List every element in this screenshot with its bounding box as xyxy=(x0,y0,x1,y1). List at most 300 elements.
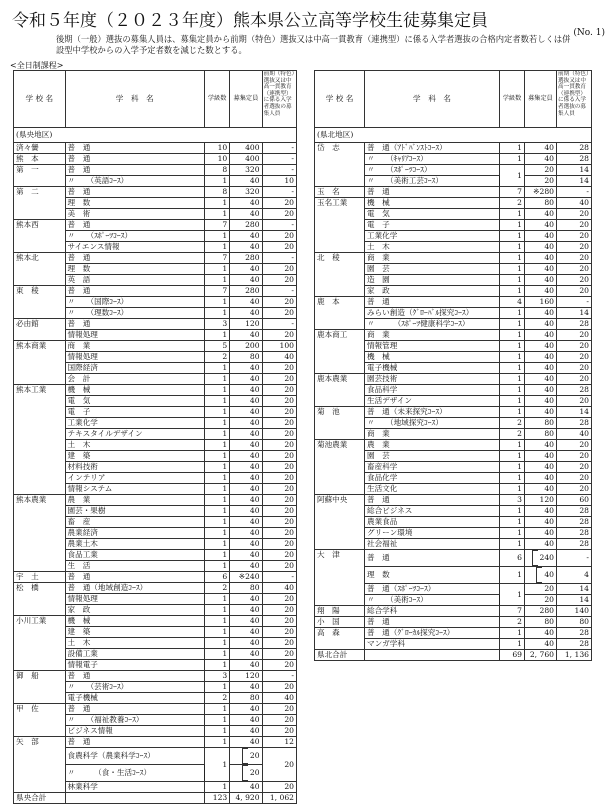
table-row xyxy=(315,297,592,308)
quota-text: 40 xyxy=(544,528,554,538)
quota-text: 40 xyxy=(249,407,260,417)
class-count: 1 xyxy=(500,330,525,341)
quota-text: 80 xyxy=(544,418,554,428)
dept-name: 普 通 xyxy=(65,286,204,297)
school-name: 玉名工業 xyxy=(315,198,365,253)
class-count: 1 xyxy=(205,528,230,539)
right-quota-table xyxy=(314,70,592,661)
quota-text: 40 xyxy=(249,616,260,626)
quota-value xyxy=(230,297,262,308)
early-quota: 20 xyxy=(557,220,592,231)
quota-text: 400 xyxy=(245,154,260,164)
early-quota: 20 xyxy=(262,440,296,451)
dept-name: 〃 （国際ｺｰｽ） xyxy=(65,297,204,308)
quota-value xyxy=(230,143,262,154)
class-count: 1 xyxy=(500,231,525,242)
early-quota: 20 xyxy=(262,473,296,484)
early-quota: 20 xyxy=(262,550,296,561)
early-quota: 40 xyxy=(557,429,592,440)
quota-value xyxy=(525,143,557,154)
quota-value xyxy=(525,528,557,539)
school-name: 必由館 xyxy=(14,319,66,341)
total-blank xyxy=(365,650,500,661)
quota-value xyxy=(230,363,262,374)
quota-text: 280 xyxy=(245,286,260,296)
dept-name: 理 数 xyxy=(365,567,500,584)
quota-text: 80 xyxy=(249,583,260,593)
early-quota: 28 xyxy=(557,506,592,517)
quota-text: 40 xyxy=(249,308,260,318)
dept-name: 普 通（地域創造ｺｰｽ） xyxy=(65,583,204,594)
dept-name: 園芸技術 xyxy=(365,374,500,385)
quota-value xyxy=(525,308,557,319)
quota-value xyxy=(230,330,262,341)
quota-text: 40 xyxy=(544,286,554,296)
early-quota: 20 xyxy=(262,704,296,715)
quota-text: 40 xyxy=(544,462,554,472)
dept-name: 情報システム xyxy=(65,484,204,495)
school-name: 小川工業 xyxy=(14,616,66,671)
dept-name: 食品工業 xyxy=(65,550,204,561)
dept-name: 〃 （ｽﾎﾟｰﾂ健康科学ｺｰｽ） xyxy=(365,319,500,330)
class-count: 7 xyxy=(205,220,230,231)
early-quota: 14 xyxy=(557,308,592,319)
quota-value xyxy=(230,341,262,352)
quota-value xyxy=(525,407,557,418)
class-count: 1 xyxy=(500,528,525,539)
school-name: 鹿本農業 xyxy=(315,374,365,407)
dept-name: 生活文化 xyxy=(365,484,500,495)
early-quota: 20 xyxy=(557,462,592,473)
note-text: 後期（一般）選抜の募集人員は、募集定員から前期（特色）選抜又は中高一貫教育（連携型）に係る入学者選抜の合格内定者数若しくは併設型中学校からの入学予定者数を減じた数とする。 xyxy=(56,34,571,55)
early-quota: 20 xyxy=(262,242,296,253)
quota-text: 40 xyxy=(249,660,260,670)
quota-value xyxy=(230,154,262,165)
dept-name: 〃 （英語ｺｰｽ） xyxy=(65,176,204,187)
quota-value xyxy=(525,286,557,297)
quota-text: 40 xyxy=(544,440,554,450)
quota-text: 400 xyxy=(245,143,260,153)
quota-text: 320 xyxy=(245,165,260,175)
dept-name: 普 通 xyxy=(65,572,204,583)
early-quota: 20 xyxy=(557,209,592,220)
class-count: 1 xyxy=(500,319,525,330)
quota-text: 40 xyxy=(544,231,554,241)
dept-name: 生活デザイン xyxy=(365,396,500,407)
class-count: 7 xyxy=(500,606,525,617)
dept-name: 〃 （芸術ｺｰｽ） xyxy=(65,682,204,693)
table-row xyxy=(14,671,297,682)
quota-text: 20 xyxy=(544,165,554,175)
early-quota: 20 xyxy=(262,561,296,572)
class-count: 1 xyxy=(500,451,525,462)
dept-name: 普 通 xyxy=(65,154,204,165)
class-count: 1 xyxy=(205,550,230,561)
quota-text: 80 xyxy=(544,429,554,439)
quota-value xyxy=(230,737,262,748)
early-quota: 20 xyxy=(557,484,592,495)
dept-name: 家 政 xyxy=(65,605,204,616)
left-quota-table xyxy=(13,70,297,804)
early-quota: - xyxy=(262,572,296,583)
dept-name: 理 数 xyxy=(65,264,204,275)
region-label: (県央地区) xyxy=(14,128,297,143)
quota-value xyxy=(525,639,557,650)
quota-text: 80 xyxy=(544,198,554,208)
early-quota: 28 xyxy=(557,639,592,650)
early-quota: 80 xyxy=(557,617,592,628)
dept-name: 普 通（ｸﾞﾛｰｶﾙ探究ｺｰｽ） xyxy=(365,628,500,639)
quota-text: 40 xyxy=(249,429,260,439)
header-quota: 募集定員 xyxy=(230,71,262,128)
table-row xyxy=(14,572,297,583)
quota-text: 40 xyxy=(249,198,260,208)
quota-value xyxy=(525,242,557,253)
quota-value xyxy=(525,275,557,286)
table-row xyxy=(14,704,297,715)
quota-text: 80 xyxy=(544,617,554,627)
quota-text: 40 xyxy=(544,319,554,329)
quota-value xyxy=(230,594,262,605)
early-quota: 20 xyxy=(557,330,592,341)
class-count: 1 xyxy=(205,715,230,726)
table-row xyxy=(14,583,297,594)
quota-value xyxy=(525,264,557,275)
school-name: 熊本商業 xyxy=(14,341,66,385)
dept-name: 普 通 xyxy=(365,617,500,628)
page-title: 令和５年度（２０２３年度）熊本県公立高等学校生徒募集定員 xyxy=(12,11,488,31)
dept-name: サイエンス情報 xyxy=(65,242,204,253)
quota-value xyxy=(230,550,262,561)
quota-value xyxy=(230,418,262,429)
class-count: 1 xyxy=(500,473,525,484)
quota-text: 40 xyxy=(544,143,554,153)
early-quota: - xyxy=(262,671,296,682)
class-count: 1 xyxy=(205,539,230,550)
dept-name: 〃 （ｽﾎﾟｰﾂｺｰｽ） xyxy=(365,165,500,176)
dept-name: 〃 （美術工芸ｺｰｽ） xyxy=(365,176,500,187)
class-count: 1 xyxy=(205,385,230,396)
dept-name: 〃 （ｷｬﾘｱｺｰｽ） xyxy=(365,154,500,165)
early-quota: 20 xyxy=(262,539,296,550)
early-quota: 28 xyxy=(557,319,592,330)
quota-value xyxy=(230,704,262,715)
dept-name: 畜 産 xyxy=(65,517,204,528)
dept-name: マンガ学科 xyxy=(365,639,500,650)
dept-name: 情報電子 xyxy=(65,660,204,671)
class-count: 1 xyxy=(500,165,525,187)
early-quota: 28 xyxy=(557,528,592,539)
dept-name: 総合ビジネス xyxy=(365,506,500,517)
quota-text: 320 xyxy=(245,187,260,197)
class-count: 8 xyxy=(205,187,230,198)
quota-text: 40 xyxy=(249,209,260,219)
quota-value xyxy=(525,352,557,363)
early-quota: 20 xyxy=(262,297,296,308)
header-quota: 募集定員 xyxy=(525,71,557,128)
dept-name: 国際経済 xyxy=(65,363,204,374)
dept-name: 食農科学（農業科学ｺｰｽ） xyxy=(65,748,204,765)
early-quota: 20 xyxy=(262,649,296,660)
table-row xyxy=(14,616,297,627)
class-count: 7 xyxy=(500,187,525,198)
quota-value xyxy=(525,440,557,451)
quota-text: 280 xyxy=(539,606,554,616)
class-count: 3 xyxy=(205,319,230,330)
early-quota: 20 xyxy=(262,748,296,782)
dept-name: 普 通 xyxy=(65,253,204,264)
dept-name: 普 通 xyxy=(65,319,204,330)
dept-name: 情報処理 xyxy=(65,352,204,363)
early-quota: 28 xyxy=(557,143,592,154)
quota-value xyxy=(230,242,262,253)
early-quota: 20 xyxy=(557,363,592,374)
quota-value xyxy=(525,396,557,407)
table-row xyxy=(315,440,592,451)
early-quota: 20 xyxy=(262,594,296,605)
class-count: 7 xyxy=(205,253,230,264)
header-classes: 学級数 xyxy=(205,71,230,128)
table-row xyxy=(14,154,297,165)
class-count: 1 xyxy=(205,396,230,407)
quota-value xyxy=(230,561,262,572)
class-count: 1 xyxy=(205,682,230,693)
class-count: 1 xyxy=(500,385,525,396)
quota-text: 40 xyxy=(249,605,260,615)
school-name: 松 橋 xyxy=(14,583,66,616)
table-row xyxy=(315,187,592,198)
class-count: 1 xyxy=(205,297,230,308)
class-count: 1 xyxy=(205,660,230,671)
early-quota: 10 xyxy=(262,176,296,187)
school-name: 阿蘇中央 xyxy=(315,495,365,550)
quota-text: 40 xyxy=(249,539,260,549)
dept-name: 生 活 xyxy=(65,561,204,572)
dept-name: 社会福祉 xyxy=(365,539,500,550)
table-row xyxy=(14,220,297,231)
early-quota: 20 xyxy=(557,275,592,286)
quota-text: 40 xyxy=(249,649,260,659)
early-quota: 20 xyxy=(262,385,296,396)
quota-value xyxy=(230,187,262,198)
quota-value xyxy=(230,583,262,594)
table-row xyxy=(315,407,592,418)
quota-text: 40 xyxy=(544,220,554,230)
class-count: 1 xyxy=(205,704,230,715)
early-quota: 20 xyxy=(557,264,592,275)
quota-text: 40 xyxy=(249,517,260,527)
header-school: 学 校 名 xyxy=(14,71,66,128)
header-school: 学 校 名 xyxy=(315,71,365,128)
quota-value xyxy=(230,638,262,649)
dept-name: 情報処理 xyxy=(65,594,204,605)
quota-value xyxy=(230,374,262,385)
class-count: 1 xyxy=(205,330,230,341)
dept-name: 普 通 xyxy=(365,550,500,567)
dept-name: 会 計 xyxy=(65,374,204,385)
quota-value xyxy=(230,539,262,550)
class-count: 1 xyxy=(205,451,230,462)
quota-text: 40 xyxy=(249,330,260,340)
class-count: 2 xyxy=(205,693,230,704)
early-quota: 20 xyxy=(262,528,296,539)
dept-name: 園芸・果樹 xyxy=(65,506,204,517)
school-name: 小 国 xyxy=(315,617,365,628)
quota-text: 200 xyxy=(245,341,260,351)
dept-name: 林業科学 xyxy=(65,782,204,793)
early-quota: - xyxy=(557,550,592,567)
early-quota: 20 xyxy=(262,363,296,374)
quota-text: 40 xyxy=(544,275,554,285)
quota-text: 40 xyxy=(249,638,260,648)
class-count: 1 xyxy=(205,616,230,627)
table-row xyxy=(315,628,592,639)
class-count: 4 xyxy=(500,297,525,308)
dept-name: 電子機械 xyxy=(65,693,204,704)
class-count: 1 xyxy=(500,484,525,495)
dept-name: 農業土木 xyxy=(65,539,204,550)
quota-text: 40 xyxy=(249,275,260,285)
dept-name: 普 通 xyxy=(365,297,500,308)
dept-name: 農 業 xyxy=(65,495,204,506)
table-row xyxy=(14,253,297,264)
early-quota: 20 xyxy=(262,506,296,517)
early-quota: 28 xyxy=(557,539,592,550)
dept-name: 機 械 xyxy=(365,352,500,363)
class-count: 3 xyxy=(500,495,525,506)
early-quota: 20 xyxy=(262,517,296,528)
quota-value xyxy=(525,617,557,628)
early-quota: 20 xyxy=(557,253,592,264)
class-count: 1 xyxy=(205,418,230,429)
dept-name: 機 械 xyxy=(65,385,204,396)
quota-value xyxy=(230,484,262,495)
school-name: 甲 佐 xyxy=(14,704,66,737)
quota-value xyxy=(230,451,262,462)
class-count: 1 xyxy=(500,242,525,253)
quota-value xyxy=(230,198,262,209)
total-quota: 2, 760 xyxy=(525,650,557,661)
quota-value xyxy=(525,187,557,198)
class-count: 1 xyxy=(205,627,230,638)
dept-name: 食品化学 xyxy=(365,473,500,484)
quota-value xyxy=(230,748,262,765)
quota-value xyxy=(230,253,262,264)
quota-text: 20 xyxy=(544,584,554,594)
table-row xyxy=(315,330,592,341)
dept-name: 理 数 xyxy=(65,198,204,209)
quota-text: 40 xyxy=(544,506,554,516)
quota-value xyxy=(525,539,557,550)
dept-name: 英 語 xyxy=(65,275,204,286)
quota-value xyxy=(525,550,557,567)
dept-name: 電 子 xyxy=(65,407,204,418)
quota-value xyxy=(525,506,557,517)
dept-name: 普 通 xyxy=(65,704,204,715)
early-quota: 40 xyxy=(557,198,592,209)
early-quota: 28 xyxy=(557,517,592,528)
dept-name: テキスタイルデザイン xyxy=(65,429,204,440)
dept-name: 工業化学 xyxy=(365,231,500,242)
table-row xyxy=(315,374,592,385)
quota-text: 40 xyxy=(544,628,554,638)
school-name: 鹿 本 xyxy=(315,297,365,330)
quota-text: 160 xyxy=(539,297,554,307)
quota-value xyxy=(230,726,262,737)
quota-text: 40 xyxy=(544,374,554,384)
class-count: 1 xyxy=(205,638,230,649)
dept-name: 土 木 xyxy=(365,242,500,253)
class-count: 2 xyxy=(500,418,525,429)
bracket-mark xyxy=(532,550,538,566)
school-name: 熊本西 xyxy=(14,220,66,253)
quota-value xyxy=(525,165,557,176)
early-quota: 20 xyxy=(262,782,296,793)
dept-name: 材料技術 xyxy=(65,462,204,473)
school-name: 熊本北 xyxy=(14,253,66,286)
quota-value xyxy=(230,440,262,451)
early-quota: 28 xyxy=(557,385,592,396)
quota-text: ※280 xyxy=(533,187,554,197)
quota-value xyxy=(525,385,557,396)
quota-value xyxy=(230,572,262,583)
dept-name: 畜産科学 xyxy=(365,462,500,473)
class-count: 1 xyxy=(205,517,230,528)
school-name: 菊 池 xyxy=(315,407,365,440)
quota-value xyxy=(230,693,262,704)
school-name: 菊池農業 xyxy=(315,440,365,495)
class-count: 1 xyxy=(500,154,525,165)
school-name: 玉 名 xyxy=(315,187,365,198)
quota-text: 40 xyxy=(544,330,554,340)
quota-value xyxy=(230,473,262,484)
dept-name: 普 通 xyxy=(365,495,500,506)
quota-value xyxy=(525,374,557,385)
quota-text: 280 xyxy=(245,220,260,230)
early-quota: 20 xyxy=(262,429,296,440)
table-row xyxy=(14,737,297,748)
quota-text: 80 xyxy=(249,693,260,703)
early-quota: - xyxy=(262,286,296,297)
class-count: 2 xyxy=(500,198,525,209)
quota-value xyxy=(230,220,262,231)
quota-text: 20 xyxy=(249,768,260,777)
quota-text: 40 xyxy=(249,484,260,494)
class-count: 1 xyxy=(205,374,230,385)
table-row xyxy=(14,341,297,352)
quota-text: 40 xyxy=(249,495,260,505)
table-row xyxy=(14,187,297,198)
quota-text: 20 xyxy=(544,595,554,605)
quota-value xyxy=(525,209,557,220)
dept-name: みらい創造（ｸﾞﾛｰﾊﾞﾙ探究ｺｰｽ） xyxy=(365,308,500,319)
total-classes: 123 xyxy=(205,793,230,804)
early-quota: 20 xyxy=(262,726,296,737)
dept-name: 〃 （地域探究ｺｰｽ） xyxy=(365,418,500,429)
early-quota: 20 xyxy=(557,374,592,385)
early-quota: - xyxy=(557,297,592,308)
early-quota: 20 xyxy=(262,396,296,407)
class-count: 2 xyxy=(500,617,525,628)
class-count: 1 xyxy=(500,352,525,363)
school-name: 熊 本 xyxy=(14,154,66,165)
quota-value xyxy=(230,407,262,418)
dept-name: 普 通（ｱﾄﾞﾊﾞﾝｽﾄｺｰｽ） xyxy=(365,143,500,154)
quota-value xyxy=(525,429,557,440)
quota-text: 40 xyxy=(544,539,554,549)
quota-value xyxy=(525,473,557,484)
total-early: 1, 136 xyxy=(557,650,592,661)
